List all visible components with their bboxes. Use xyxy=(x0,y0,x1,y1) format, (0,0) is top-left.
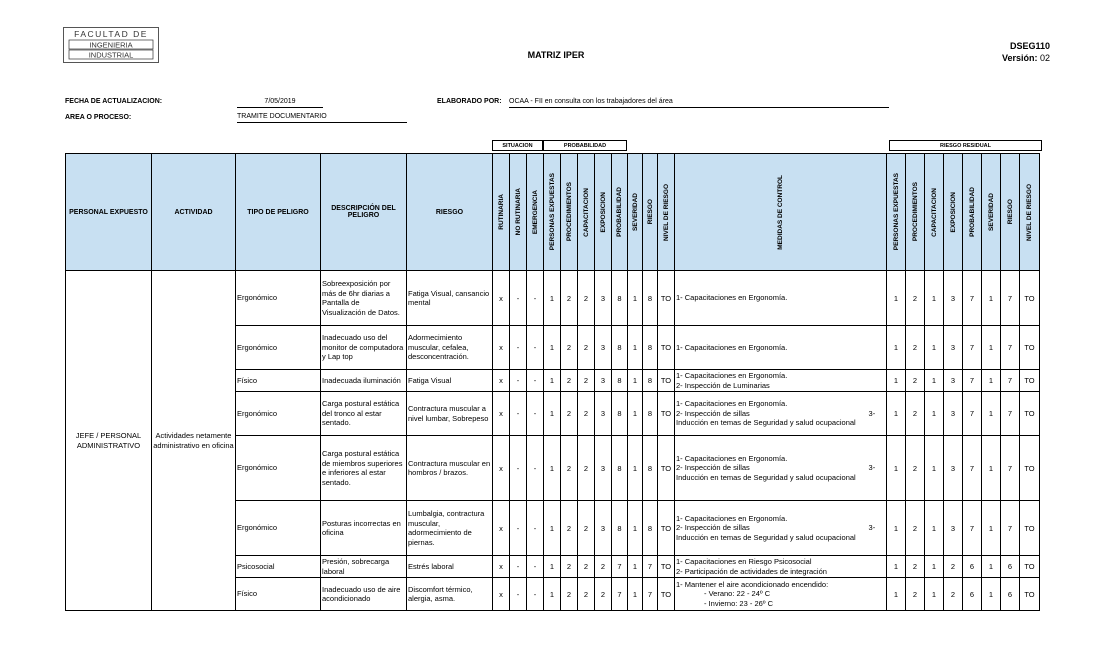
residual-exposicion-cell: 3 xyxy=(944,370,963,392)
nivel-riesgo-cell: TO xyxy=(658,436,675,501)
tipo-peligro-cell: Ergonómico xyxy=(236,501,321,556)
col-exposicion: EXPOSICION xyxy=(595,154,612,271)
medida-line: Inducción en temas de Seguridad y salud ocupacional xyxy=(676,532,856,542)
col-personas-expuestas: PERSONAS EXPUESTAS xyxy=(544,154,561,271)
col-capacitacion: CAPACITACION xyxy=(578,154,595,271)
residual-severidad-cell: 1 xyxy=(982,556,1001,578)
procedimientos-cell: 2 xyxy=(561,556,578,578)
col-residual-capacitacion: CAPACITACION xyxy=(925,154,944,271)
residual-personas-cell: 1 xyxy=(887,578,906,611)
probabilidad-cell: 8 xyxy=(612,501,628,556)
residual-personas-cell: 1 xyxy=(887,370,906,392)
no-rutinaria-cell: - xyxy=(510,326,527,370)
probabilidad-cell: 7 xyxy=(612,556,628,578)
residual-exposicion-cell: 3 xyxy=(944,392,963,436)
area-value: TRAMITE DOCUMENTARIO xyxy=(237,112,407,123)
emergencia-cell: - xyxy=(527,578,544,611)
residual-riesgo-cell: 7 xyxy=(1001,392,1020,436)
severidad-cell: 1 xyxy=(628,392,643,436)
capacitacion-cell: 2 xyxy=(578,326,595,370)
descripcion-peligro-cell: Inadecuado uso de aire acondicionado xyxy=(321,578,407,611)
descripcion-peligro-cell: Presión, sobrecarga laboral xyxy=(321,556,407,578)
residual-riesgo-cell: 7 xyxy=(1001,326,1020,370)
medida-line: 1- Mantener el aire acondicionado encendido: xyxy=(676,579,829,589)
medidas-control-cell xyxy=(675,326,887,370)
probabilidad-cell: 8 xyxy=(612,271,628,326)
residual-personas-cell: 1 xyxy=(887,501,906,556)
residual-capacitacion-cell: 1 xyxy=(925,326,944,370)
residual-severidad-cell: 1 xyxy=(982,392,1001,436)
emergencia-cell: - xyxy=(527,436,544,501)
riesgo-cell: Fatiga Visual, cansancio mental xyxy=(407,271,493,326)
situacion-group-header: SITUACION xyxy=(492,140,543,151)
residual-personas-cell: 1 xyxy=(887,556,906,578)
medida-line: 2- Participación de actividades de integración xyxy=(676,566,827,576)
personas-cell: 1 xyxy=(544,556,561,578)
probabilidad-cell: 8 xyxy=(612,392,628,436)
rutinaria-cell: x xyxy=(493,271,510,326)
svg-text:FACULTAD DE: FACULTAD DE xyxy=(74,29,148,39)
probabilidad-cell: 8 xyxy=(612,370,628,392)
probabilidad-group-header: PROBABILIDAD xyxy=(543,140,627,151)
svg-text:INGENIERIA: INGENIERIA xyxy=(89,40,133,50)
residual-severidad-cell: 1 xyxy=(982,326,1001,370)
personas-cell: 1 xyxy=(544,326,561,370)
severidad-cell: 1 xyxy=(628,578,643,611)
medida-line: 2- Inspección de sillas 3- xyxy=(676,523,876,533)
riesgo-valor-cell: 8 xyxy=(643,326,658,370)
riesgo-cell: Lumbalgia, contractura muscular, adormecimiento de piernas. xyxy=(407,501,493,556)
col-residual-severidad: SEVERIDAD xyxy=(982,154,1001,271)
rutinaria-cell: x xyxy=(493,326,510,370)
exposicion-cell: 3 xyxy=(595,326,612,370)
table-header-row xyxy=(66,154,1040,271)
capacitacion-cell: 2 xyxy=(578,556,595,578)
col-tipo-peligro: TIPO DE PELIGRO xyxy=(236,154,321,271)
col-residual-probabilidad: PROBABILIDAD xyxy=(963,154,982,271)
col-no-rutinaria: NO RUTINARIA xyxy=(510,154,527,271)
riesgo-cell: Estrés laboral xyxy=(407,556,493,578)
residual-nivel-cell: TO xyxy=(1020,370,1040,392)
residual-severidad-cell: 1 xyxy=(982,436,1001,501)
exposicion-cell: 3 xyxy=(595,392,612,436)
nivel-riesgo-cell: TO xyxy=(658,578,675,611)
residual-procedimientos-cell: 2 xyxy=(906,392,925,436)
medida-line: 2- Inspección de sillas 3- xyxy=(676,408,876,418)
no-rutinaria-cell: - xyxy=(510,392,527,436)
col-residual-personas: PERSONAS EXPUESTAS xyxy=(887,154,906,271)
nivel-riesgo-cell: TO xyxy=(658,326,675,370)
actividad-cell: Actividades netamente administrativo en oficina xyxy=(152,271,236,611)
document-code-block xyxy=(1002,40,1050,64)
emergencia-cell: - xyxy=(527,370,544,392)
residual-exposicion-cell: 3 xyxy=(944,501,963,556)
medida-line: 2- Inspección de sillas 3- xyxy=(676,463,876,473)
residual-riesgo-cell: 7 xyxy=(1001,271,1020,326)
tipo-peligro-cell: Ergonómico xyxy=(236,392,321,436)
residual-riesgo-cell: 6 xyxy=(1001,578,1020,611)
residual-probabilidad-cell: 7 xyxy=(963,436,982,501)
col-emergencia: EMERGENCIA xyxy=(527,154,544,271)
personas-cell: 1 xyxy=(544,271,561,326)
residual-nivel-cell: TO xyxy=(1020,556,1040,578)
medidas-control-cell xyxy=(675,271,887,326)
exposicion-cell: 2 xyxy=(595,578,612,611)
riesgo-valor-cell: 8 xyxy=(643,271,658,326)
residual-nivel-cell: TO xyxy=(1020,392,1040,436)
capacitacion-cell: 2 xyxy=(578,392,595,436)
rutinaria-cell: x xyxy=(493,436,510,501)
procedimientos-cell: 2 xyxy=(561,326,578,370)
residual-probabilidad-cell: 7 xyxy=(963,370,982,392)
capacitacion-cell: 2 xyxy=(578,436,595,501)
residual-probabilidad-cell: 7 xyxy=(963,326,982,370)
procedimientos-cell: 2 xyxy=(561,392,578,436)
no-rutinaria-cell: - xyxy=(510,370,527,392)
nivel-riesgo-cell: TO xyxy=(658,392,675,436)
capacitacion-cell: 2 xyxy=(578,578,595,611)
riesgo-cell: Discomfort térmico, alergia, asma. xyxy=(407,578,493,611)
residual-probabilidad-cell: 6 xyxy=(963,556,982,578)
riesgo-valor-cell: 7 xyxy=(643,556,658,578)
medida-line: Inducción en temas de Seguridad y salud ocupacional xyxy=(676,472,856,482)
medidas-control-cell xyxy=(675,436,887,501)
col-procedimientos: PROCEDIMIENTOS xyxy=(561,154,578,271)
riesgo-valor-cell: 8 xyxy=(643,392,658,436)
residual-nivel-cell: TO xyxy=(1020,501,1040,556)
residual-personas-cell: 1 xyxy=(887,326,906,370)
exposicion-cell: 3 xyxy=(595,271,612,326)
col-residual-riesgo: RIESGO xyxy=(1001,154,1020,271)
medida-line: 1- Capacitaciones en Ergonomía. xyxy=(676,342,788,352)
tipo-peligro-cell: Físico xyxy=(236,578,321,611)
exposicion-cell: 2 xyxy=(595,556,612,578)
medida-line: - Verano: 22 - 24º C xyxy=(704,589,771,599)
medida-line: Inducción en temas de Seguridad y salud ocupacional xyxy=(676,418,856,428)
personas-cell: 1 xyxy=(544,501,561,556)
residual-nivel-cell: TO xyxy=(1020,326,1040,370)
probabilidad-cell: 8 xyxy=(612,436,628,501)
residual-nivel-cell: TO xyxy=(1020,271,1040,326)
residual-exposicion-cell: 2 xyxy=(944,556,963,578)
residual-capacitacion-cell: 1 xyxy=(925,370,944,392)
residual-procedimientos-cell: 2 xyxy=(906,436,925,501)
severidad-cell: 1 xyxy=(628,501,643,556)
capacitacion-cell: 2 xyxy=(578,501,595,556)
page-title: MATRIZ IPER xyxy=(527,50,585,60)
no-rutinaria-cell: - xyxy=(510,271,527,326)
residual-exposicion-cell: 2 xyxy=(944,578,963,611)
procedimientos-cell: 2 xyxy=(561,436,578,501)
residual-exposicion-cell: 3 xyxy=(944,271,963,326)
medidas-control-cell xyxy=(675,370,887,392)
capacitacion-cell: 2 xyxy=(578,271,595,326)
residual-severidad-cell: 1 xyxy=(982,501,1001,556)
iper-matrix-table xyxy=(65,153,1040,611)
riesgo-residual-group-header: RIESGO RESIDUAL xyxy=(889,140,1042,151)
col-descripcion-peligro: DESCRIPCIÓN DEL PELIGRO xyxy=(321,154,407,271)
no-rutinaria-cell: - xyxy=(510,578,527,611)
col-severidad: SEVERIDAD xyxy=(628,154,643,271)
personas-cell: 1 xyxy=(544,578,561,611)
residual-riesgo-cell: 7 xyxy=(1001,370,1020,392)
personas-cell: 1 xyxy=(544,370,561,392)
descripcion-peligro-cell: Carga postural estática de miembros superiores e inferiores al estar sentado. xyxy=(321,436,407,501)
col-rutinaria: RUTINARIA xyxy=(493,154,510,271)
tipo-peligro-cell: Ergonómico xyxy=(236,436,321,501)
personas-cell: 1 xyxy=(544,436,561,501)
emergencia-cell: - xyxy=(527,271,544,326)
fecha-label: FECHA DE ACTUALIZACION: xyxy=(65,98,163,105)
personas-cell: 1 xyxy=(544,392,561,436)
residual-capacitacion-cell: 1 xyxy=(925,271,944,326)
residual-riesgo-cell: 7 xyxy=(1001,501,1020,556)
severidad-cell: 1 xyxy=(628,436,643,501)
rutinaria-cell: x xyxy=(493,392,510,436)
procedimientos-cell: 2 xyxy=(561,370,578,392)
rutinaria-cell: x xyxy=(493,556,510,578)
document-code: DSEG110 xyxy=(1009,41,1050,51)
procedimientos-cell: 2 xyxy=(561,578,578,611)
capacitacion-cell: 2 xyxy=(578,370,595,392)
emergencia-cell: - xyxy=(527,326,544,370)
col-nivel-riesgo: NIVEL DE RIESGO xyxy=(658,154,675,271)
probabilidad-cell: 7 xyxy=(612,578,628,611)
medida-line: 1- Capacitaciones en Ergonomía. xyxy=(676,371,788,380)
severidad-cell: 1 xyxy=(628,271,643,326)
table-row xyxy=(66,271,1040,326)
riesgo-valor-cell: 8 xyxy=(643,370,658,392)
riesgo-valor-cell: 8 xyxy=(643,436,658,501)
residual-personas-cell: 1 xyxy=(887,271,906,326)
residual-procedimientos-cell: 2 xyxy=(906,271,925,326)
residual-probabilidad-cell: 7 xyxy=(963,392,982,436)
medidas-control-cell xyxy=(675,501,887,556)
residual-procedimientos-cell: 2 xyxy=(906,326,925,370)
residual-capacitacion-cell: 1 xyxy=(925,556,944,578)
residual-capacitacion-cell: 1 xyxy=(925,436,944,501)
exposicion-cell: 3 xyxy=(595,501,612,556)
residual-capacitacion-cell: 1 xyxy=(925,578,944,611)
residual-probabilidad-cell: 7 xyxy=(963,501,982,556)
col-medidas-control: MEDIDAS DE CONTROL xyxy=(675,154,887,271)
col-probabilidad: PROBABILIDAD xyxy=(612,154,628,271)
document-version: Versión: 02 xyxy=(1001,53,1050,63)
procedimientos-cell: 2 xyxy=(561,501,578,556)
tipo-peligro-cell: Físico xyxy=(236,370,321,392)
riesgo-valor-cell: 8 xyxy=(643,501,658,556)
residual-riesgo-cell: 6 xyxy=(1001,556,1020,578)
medidas-control-cell xyxy=(675,392,887,436)
elaborado-label: ELABORADO POR: xyxy=(437,98,502,105)
residual-severidad-cell: 1 xyxy=(982,271,1001,326)
no-rutinaria-cell: - xyxy=(510,436,527,501)
nivel-riesgo-cell: TO xyxy=(658,501,675,556)
residual-nivel-cell: TO xyxy=(1020,578,1040,611)
rutinaria-cell: x xyxy=(493,501,510,556)
residual-probabilidad-cell: 7 xyxy=(963,271,982,326)
riesgo-cell: Contractura muscular a nivel lumbar, Sobrepeso xyxy=(407,392,493,436)
residual-exposicion-cell: 3 xyxy=(944,436,963,501)
riesgo-cell: Fatiga Visual xyxy=(407,370,493,392)
riesgo-cell: Adormecimiento muscular, cefalea, desconcentración. xyxy=(407,326,493,370)
probabilidad-cell: 8 xyxy=(612,326,628,370)
emergencia-cell: - xyxy=(527,556,544,578)
col-riesgo: RIESGO xyxy=(407,154,493,271)
emergencia-cell: - xyxy=(527,392,544,436)
residual-capacitacion-cell: 1 xyxy=(925,392,944,436)
rutinaria-cell: x xyxy=(493,578,510,611)
tipo-peligro-cell: Ergonómico xyxy=(236,271,321,326)
exposicion-cell: 3 xyxy=(595,436,612,501)
procedimientos-cell: 2 xyxy=(561,271,578,326)
nivel-riesgo-cell: TO xyxy=(658,271,675,326)
nivel-riesgo-cell: TO xyxy=(658,370,675,392)
riesgo-cell: Contractura muscular en hombros / brazos. xyxy=(407,436,493,501)
residual-procedimientos-cell: 2 xyxy=(906,556,925,578)
col-personal-expuesto: PERSONAL EXPUESTO xyxy=(66,154,152,271)
col-residual-procedimientos: PROCEDIMIENTOS xyxy=(906,154,925,271)
exposicion-cell: 3 xyxy=(595,370,612,392)
residual-personas-cell: 1 xyxy=(887,392,906,436)
personal-expuesto-cell: JEFE / PERSONAL ADMINISTRATIVO xyxy=(66,271,152,611)
descripcion-peligro-cell: Carga postural estática del tronco al estar sentado. xyxy=(321,392,407,436)
medida-line: 1- Capacitaciones en Ergonomía. xyxy=(676,513,788,523)
col-residual-nivel: NIVEL DE RIESGO xyxy=(1020,154,1040,271)
no-rutinaria-cell: - xyxy=(510,501,527,556)
residual-severidad-cell: 1 xyxy=(982,578,1001,611)
col-residual-exposicion: EXPOSICION xyxy=(944,154,963,271)
residual-capacitacion-cell: 1 xyxy=(925,501,944,556)
emergencia-cell: - xyxy=(527,501,544,556)
residual-procedimientos-cell: 2 xyxy=(906,501,925,556)
medida-line: 1- Capacitaciones en Ergonomía. xyxy=(676,453,788,463)
medidas-control-cell xyxy=(675,578,887,611)
col-riesgo-valor: RIESGO xyxy=(643,154,658,271)
medida-line: 2- Inspección de Luminarias xyxy=(676,380,770,390)
residual-exposicion-cell: 3 xyxy=(944,326,963,370)
tipo-peligro-cell: Psicosocial xyxy=(236,556,321,578)
severidad-cell: 1 xyxy=(628,326,643,370)
rutinaria-cell: x xyxy=(493,370,510,392)
residual-procedimientos-cell: 2 xyxy=(906,578,925,611)
svg-text:INDUSTRIAL: INDUSTRIAL xyxy=(88,50,134,60)
no-rutinaria-cell: - xyxy=(510,556,527,578)
residual-personas-cell: 1 xyxy=(887,436,906,501)
residual-severidad-cell: 1 xyxy=(982,370,1001,392)
residual-nivel-cell: TO xyxy=(1020,436,1040,501)
riesgo-valor-cell: 7 xyxy=(643,578,658,611)
residual-probabilidad-cell: 6 xyxy=(963,578,982,611)
severidad-cell: 1 xyxy=(628,370,643,392)
tipo-peligro-cell: Ergonómico xyxy=(236,326,321,370)
residual-riesgo-cell: 7 xyxy=(1001,436,1020,501)
medida-line: - Invierno: 23 - 26º C xyxy=(704,598,774,608)
medidas-control-cell xyxy=(675,556,887,578)
medida-line: 1- Capacitaciones en Ergonomía. xyxy=(676,399,788,409)
medida-line: 1- Capacitaciones en Ergonomía. xyxy=(676,293,788,303)
fecha-value: 7/05/2019 xyxy=(237,97,323,108)
severidad-cell: 1 xyxy=(628,556,643,578)
nivel-riesgo-cell: TO xyxy=(658,556,675,578)
area-label: AREA O PROCESO: xyxy=(65,114,132,121)
residual-procedimientos-cell: 2 xyxy=(906,370,925,392)
col-actividad: ACTIVIDAD xyxy=(152,154,236,271)
medida-line: 1- Capacitaciones en Riesgo Psicosocial xyxy=(676,557,812,566)
descripcion-peligro-cell: Posturas incorrectas en oficina xyxy=(321,501,407,556)
descripcion-peligro-cell: Sobreexposición por más de 6hr diarias a Pantalla de Visualización de Datos. xyxy=(321,271,407,326)
descripcion-peligro-cell: Inadecuado uso del monitor de computadora y Lap top xyxy=(321,326,407,370)
descripcion-peligro-cell: Inadecuada iluminación xyxy=(321,370,407,392)
elaborado-value: OCAA - FII en consulta con los trabajadores del área xyxy=(509,97,889,108)
